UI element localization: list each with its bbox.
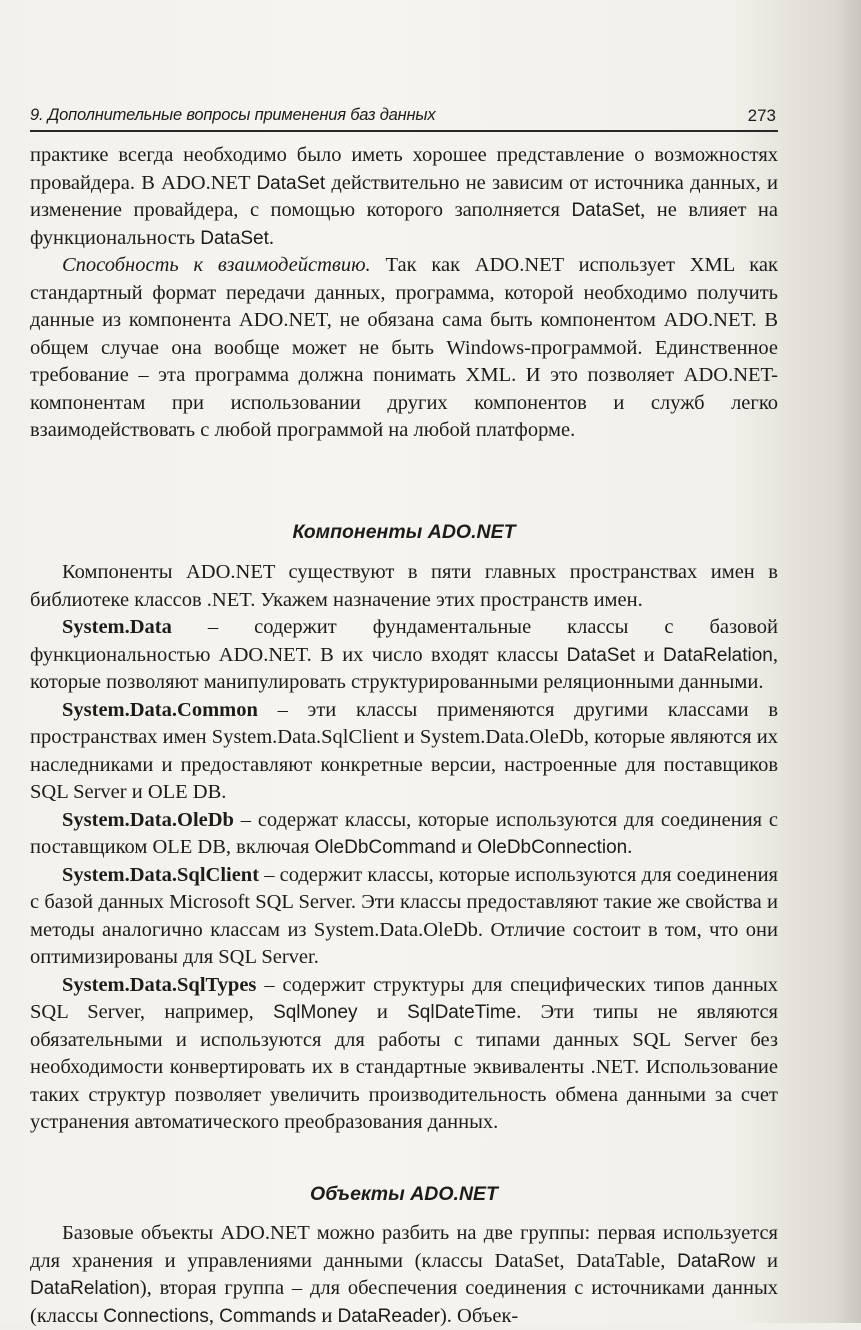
text: и	[456, 836, 478, 858]
code-term: DataRow	[677, 1250, 756, 1272]
text: и	[316, 1304, 338, 1327]
paragraph-interoperability	[30, 252, 778, 445]
namespace-name: System.Data.SqlClient	[62, 863, 260, 886]
paragraph-system-data-common	[30, 697, 778, 807]
text: – содержит классы, которые используются для соединения с базой данных Microsoft SQL Server. Эти классы предоставляют такие же свойства и методы аналогично классам из System.Data.OleDb. Отличие состоит в том, что они оптимизированы для SQL Server.	[30, 863, 778, 968]
paragraph-provider-independence	[30, 142, 778, 252]
code-term: Connections	[103, 1305, 209, 1327]
section-heading-components: Компоненты ADO.NET	[292, 520, 516, 543]
text: и	[755, 1249, 778, 1272]
paragraph-objects-intro	[30, 1220, 778, 1330]
namespace-name: System.Data.SqlTypes	[62, 973, 257, 996]
text: – содержит структуры для специфических типов данных SQL Server, например,	[30, 973, 778, 1023]
code-term: Commands	[219, 1305, 317, 1327]
text: Базовые объекты ADO.NET можно разбить на две группы: первая используется для хранения и управлениями данными (классы DataSet, DataTable,	[30, 1222, 778, 1272]
code-term: DataSet	[256, 172, 326, 194]
term-italic: Способность к взаимодействию.	[62, 254, 371, 276]
code-term: DataReader	[337, 1305, 440, 1327]
text: – содержат классы, которые используются для соединения с поставщиком OLE DB, включая	[30, 808, 778, 858]
section-heading-objects: Объекты ADO.NET	[310, 1182, 498, 1205]
code-term: SqlDateTime	[407, 1002, 517, 1023]
text: – содержит фундаментальные классы с базовой функциональностью ADO.NET. В их число входят классы	[30, 616, 778, 666]
text: ), вторая группа – для обеспечения соединения с источниками данных (классы	[30, 1277, 778, 1327]
text: и	[635, 643, 664, 666]
namespace-name: System.Data.OleDb	[62, 808, 234, 831]
code-term: DataRelation	[30, 1278, 140, 1299]
text: Так как ADO.NET использует XML как стандартный формат передачи данных, программа, которой необходимо получить данные из компонента ADO.NET, не обязана сама быть компонентом ADO.NET. В общем случае она вообще может не быть Windows-программой. Единственное требование – эта программа должна понимать XML. И это позволяет ADO.NET-компонентам при использовании других компонентов и служб легко взаимодействовать с любой программой на любой платформе.	[30, 254, 778, 441]
code-term: DataSet	[200, 227, 269, 249]
paragraph-components-intro: Компоненты ADO.NET существуют в пяти главных пространствах имен в библиотеке классов .NET. Укажем назначение этих пространств имен.	[30, 561, 778, 611]
paragraph-system-data-oledb	[30, 807, 778, 862]
running-header	[30, 104, 778, 132]
namespace-name: System.Data	[62, 616, 172, 638]
text: . Эти типы не являются обязательными и используются для работы с типами данных SQL Server без необходимости конвертировать их в стандартные эквиваленты .NET. Использование таких структур позволяет увеличить производительность обмена данными за счет устранения автоматического преобразования данных.	[30, 1001, 778, 1133]
text: ,	[208, 1304, 220, 1327]
text: .	[627, 836, 633, 858]
code-term: SqlMoney	[273, 1002, 358, 1023]
code-term: OleDbConnection	[477, 837, 628, 858]
text: – эти классы применяются другими классами в пространствах имен System.Data.SqlClient и System.Data.OleDb, которые являются их наследниками и предоставляют конкретные версии, настроенные для поставщиков SQL Server и OLE DB.	[30, 698, 778, 803]
paragraph-system-data-sqlclient	[30, 862, 778, 972]
namespace-name: System.Data.Common	[62, 698, 258, 721]
text: и	[357, 1001, 408, 1023]
code-term: DataRelation	[663, 644, 773, 666]
page-number: 273	[747, 106, 776, 125]
text: ). Объек-	[439, 1304, 519, 1327]
text: , не влияет на функциональность	[30, 199, 778, 249]
code-term: DataSet	[566, 644, 636, 666]
page-body	[30, 142, 778, 1330]
code-term: OleDbCommand	[314, 837, 457, 858]
text: , которые позволяют манипулировать структурированными реляционными данными.	[30, 643, 778, 693]
text: действительно не зависим от источника данных, и изменение провайдера, с помощью которого заполняется	[30, 171, 778, 221]
paragraph-system-data	[30, 614, 778, 697]
text: .	[268, 226, 275, 249]
paragraph-system-data-sqltypes	[30, 972, 778, 1137]
code-term: DataSet	[571, 200, 641, 221]
chapter-title: 9. Дополнительные вопросы применения баз данных	[30, 106, 436, 124]
text: практике всегда необходимо было иметь хорошее представление о возможностях провайдера. В ADO.NET	[30, 144, 778, 194]
